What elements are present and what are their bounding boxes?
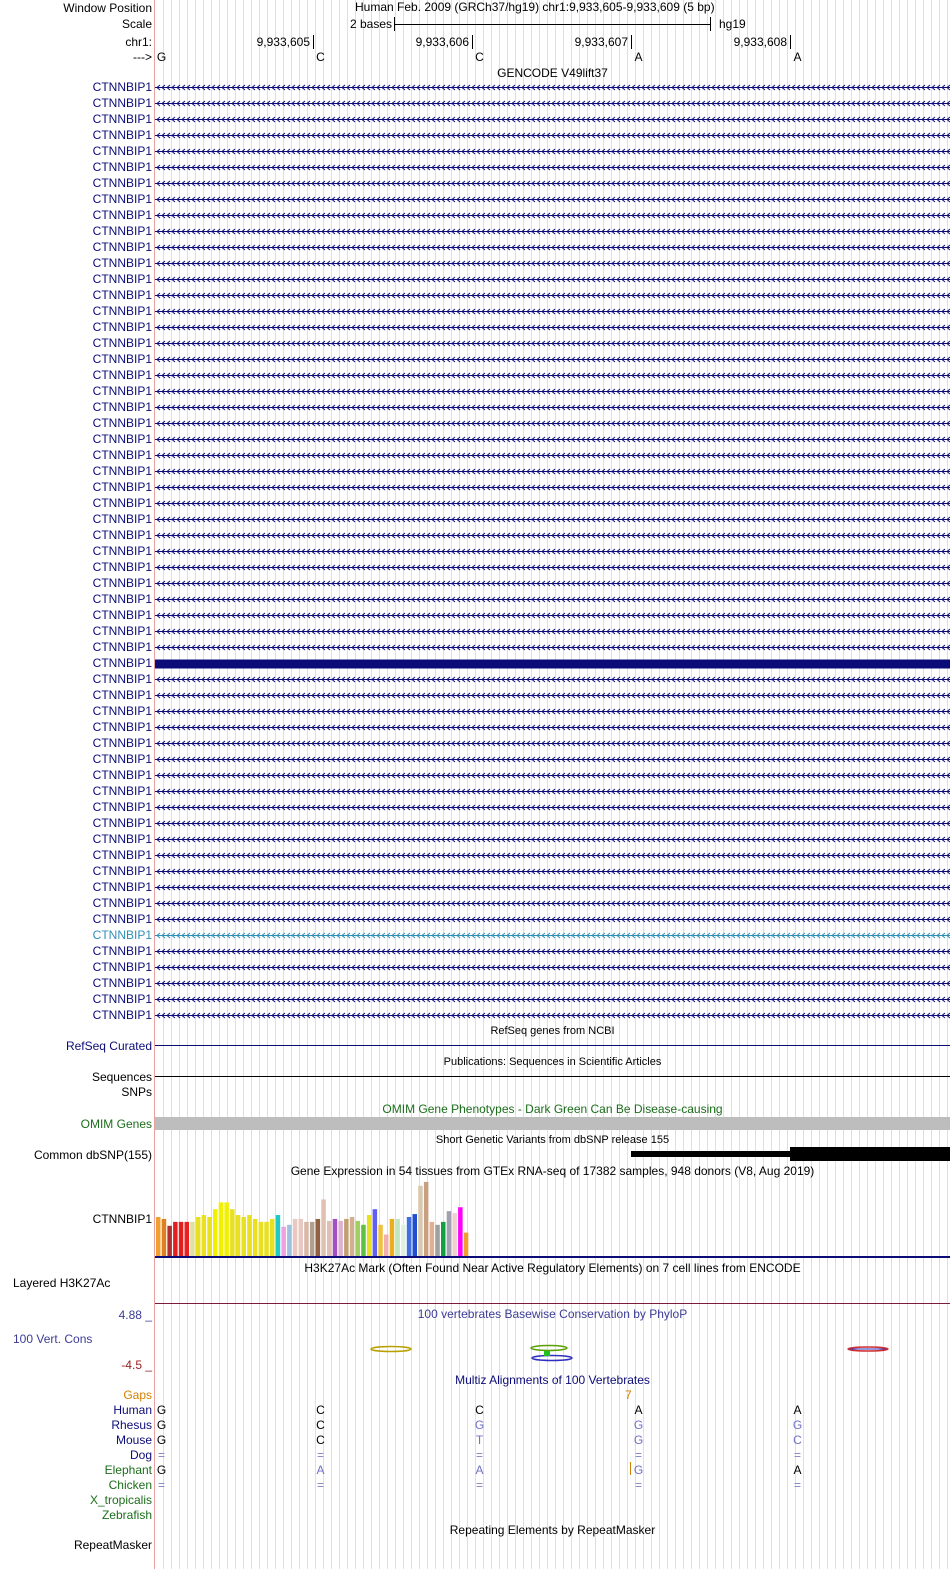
- gene-row-label[interactable]: CTNNBIP1: [92, 592, 152, 606]
- gtex-tissue-bar[interactable]: [230, 1209, 235, 1256]
- gtex-tissue-bar[interactable]: [293, 1219, 298, 1256]
- gencode-gene-rows[interactable]: [155, 80, 950, 1040]
- gene-row-label[interactable]: CTNNBIP1: [92, 816, 152, 830]
- phylop-mark-2b: [532, 1356, 572, 1361]
- alignment-base: C: [793, 1433, 802, 1447]
- gene-row-label[interactable]: CTNNBIP1: [92, 800, 152, 814]
- gene-row-label[interactable]: CTNNBIP1: [92, 144, 152, 158]
- gene-row-label[interactable]: CTNNBIP1: [92, 448, 152, 462]
- phylop-mark-1: [371, 1347, 411, 1352]
- multiz-title: Multiz Alignments of 100 Vertebrates: [455, 1373, 650, 1387]
- gtex-tissue-bar[interactable]: [185, 1222, 190, 1256]
- gene-row-label[interactable]: CTNNBIP1: [92, 464, 152, 478]
- phylop-mark-2a: [531, 1346, 567, 1351]
- gene-row-label[interactable]: CTNNBIP1: [92, 656, 152, 670]
- gaps-label: Gaps: [123, 1388, 152, 1402]
- scale-bar: [394, 24, 711, 25]
- alignment-base: A: [634, 1403, 643, 1417]
- gene-row-label[interactable]: CTNNBIP1: [92, 208, 152, 222]
- alignment-base: =: [316, 1448, 324, 1462]
- gtex-tissue-bar[interactable]: [407, 1217, 412, 1256]
- scale-bar-right-tick: [710, 17, 711, 31]
- gtex-tissue-bar[interactable]: [236, 1215, 241, 1256]
- alignment-base: C: [475, 1403, 484, 1417]
- alignment-base: A: [475, 1463, 484, 1477]
- gene-row-label[interactable]: CTNNBIP1: [92, 272, 152, 286]
- phylop-max-label: 4.88 _: [118, 1308, 152, 1322]
- alignment-base: G: [474, 1418, 485, 1432]
- gtex-tissue-bar[interactable]: [390, 1219, 395, 1256]
- gene-row-label[interactable]: CTNNBIP1: [92, 976, 152, 990]
- gtex-tissue-bar[interactable]: [452, 1213, 457, 1256]
- phylop-glyphs[interactable]: [155, 1340, 950, 1370]
- alignment-base: A: [793, 1463, 802, 1477]
- gene-row-label[interactable]: CTNNBIP1: [92, 496, 152, 510]
- refseq-title: RefSeq genes from NCBI: [490, 1025, 615, 1037]
- gene-row-label[interactable]: CTNNBIP1: [92, 784, 152, 798]
- reference-base: A: [634, 50, 643, 64]
- gtex-tissue-bar[interactable]: [270, 1219, 275, 1256]
- alignment-base: =: [157, 1478, 165, 1492]
- h3k27ac-track-label[interactable]: Layered H3K27Ac: [13, 1276, 111, 1290]
- gtex-tissue-bar[interactable]: [219, 1202, 224, 1256]
- gtex-tissue-bar[interactable]: [196, 1217, 201, 1256]
- snps-group-label: SNPs: [121, 1085, 152, 1099]
- alignment-base: G: [633, 1418, 644, 1432]
- species-label: Chicken: [108, 1478, 152, 1492]
- gene-row-label[interactable]: CTNNBIP1: [92, 768, 152, 782]
- gtex-tissue-bar[interactable]: [378, 1225, 383, 1256]
- gene-row-label[interactable]: CTNNBIP1: [92, 688, 152, 702]
- species-label: Human: [113, 1403, 152, 1417]
- species-label: Rhesus: [111, 1418, 152, 1432]
- gene-row-label[interactable]: CTNNBIP1: [92, 992, 152, 1006]
- alignment-base: G: [633, 1463, 644, 1477]
- track-labels-column: [0, 0, 155, 1569]
- dbsnp-variant-thick[interactable]: [790, 1147, 950, 1161]
- gap-count: 7: [625, 1388, 632, 1402]
- gtex-tissue-bar[interactable]: [316, 1219, 321, 1256]
- omim-track-label[interactable]: OMIM Genes: [80, 1117, 152, 1131]
- alignment-base: =: [475, 1448, 483, 1462]
- gtex-baseline: [155, 1256, 950, 1258]
- alignment-base: G: [792, 1418, 803, 1432]
- gene-row-label[interactable]: CTNNBIP1: [92, 288, 152, 302]
- position-title: Human Feb. 2009 (GRCh37/hg19) chr1:9,933,605-9,933,609 (5 bp): [355, 0, 715, 14]
- species-label: Mouse: [115, 1433, 152, 1447]
- gtex-track-label[interactable]: CTNNBIP1: [92, 1212, 152, 1226]
- assembly-label: hg19: [719, 17, 746, 31]
- gene-row-label[interactable]: CTNNBIP1: [92, 112, 152, 126]
- publications-line[interactable]: [155, 1076, 950, 1077]
- repeatmasker-title: Repeating Elements by RepeatMasker: [449, 1523, 656, 1537]
- gtex-tissue-bar[interactable]: [259, 1222, 264, 1256]
- gene-row-label[interactable]: CTNNBIP1: [92, 256, 152, 270]
- gtex-tissue-bar[interactable]: [281, 1227, 286, 1256]
- gtex-tissue-bar[interactable]: [413, 1214, 418, 1256]
- gene-row-label[interactable]: CTNNBIP1: [92, 160, 152, 174]
- gene-row-label[interactable]: CTNNBIP1: [92, 384, 152, 398]
- scale-label: Scale: [121, 17, 152, 31]
- alignment-base: =: [475, 1478, 483, 1492]
- gtex-tissue-bar[interactable]: [310, 1222, 315, 1256]
- gtex-tissue-bar[interactable]: [447, 1211, 452, 1256]
- gene-row-label[interactable]: CTNNBIP1: [92, 704, 152, 718]
- gtex-tissue-bar[interactable]: [395, 1219, 400, 1256]
- repeatmasker-track-label[interactable]: RepeatMasker: [73, 1538, 152, 1552]
- omim-title: OMIM Gene Phenotypes - Dark Green Can Be Disease-causing: [382, 1102, 723, 1116]
- gene-row-label[interactable]: CTNNBIP1: [92, 96, 152, 110]
- gtex-tissue-bar[interactable]: [179, 1222, 184, 1256]
- coordinate-label: 9,933,607: [574, 35, 628, 49]
- alignment-base: G: [156, 1418, 167, 1432]
- alignment-base: A: [316, 1463, 325, 1477]
- chrom-label: chr1:: [125, 35, 152, 49]
- gtex-tissue-bar[interactable]: [162, 1219, 167, 1256]
- coordinate-label: 9,933,605: [256, 35, 310, 49]
- gene-row-label[interactable]: CTNNBIP1: [92, 928, 152, 942]
- phylop-mark-2c: [544, 1351, 550, 1356]
- gene-row-label[interactable]: CTNNBIP1: [92, 432, 152, 446]
- gtex-tissue-bar[interactable]: [156, 1217, 161, 1256]
- h3k27ac-baseline: [155, 1303, 950, 1304]
- gene-row-label[interactable]: CTNNBIP1: [92, 864, 152, 878]
- coordinate-label: 9,933,608: [733, 35, 787, 49]
- alignment-base: G: [633, 1433, 644, 1447]
- dbsnp-track-label[interactable]: Common dbSNP(155): [33, 1148, 152, 1162]
- gtex-tissue-bar[interactable]: [441, 1222, 446, 1256]
- gene-row-label[interactable]: CTNNBIP1: [92, 352, 152, 366]
- gtex-tissue-bar[interactable]: [287, 1225, 292, 1256]
- gtex-tissue-bar[interactable]: [224, 1202, 229, 1256]
- gtex-tissue-bar[interactable]: [401, 1225, 406, 1256]
- gene-row-label[interactable]: CTNNBIP1: [92, 672, 152, 686]
- alignment-base: G: [156, 1433, 167, 1447]
- h3k27ac-title: H3K27Ac Mark (Often Found Near Active Regulatory Elements) on 7 cell lines from ENCODE: [304, 1261, 801, 1275]
- alignment-base: C: [316, 1403, 325, 1417]
- strand-label: --->: [133, 50, 152, 64]
- refseq-gene-line[interactable]: [155, 1045, 950, 1046]
- gtex-title: Gene Expression in 54 tissues from GTEx RNA-seq of 17382 samples, 948 donors (V8, Aug 2019): [290, 1164, 815, 1178]
- gtex-tissue-bar[interactable]: [202, 1215, 207, 1256]
- alignment-base: T: [475, 1433, 484, 1447]
- gtex-tissue-bar[interactable]: [213, 1209, 218, 1256]
- gene-row-label[interactable]: CTNNBIP1: [92, 752, 152, 766]
- alignment-base: =: [793, 1448, 801, 1462]
- gene-exon-block[interactable]: [155, 660, 950, 669]
- window-position-label: Window Position: [63, 1, 152, 15]
- gene-row-label[interactable]: CTNNBIP1: [92, 80, 152, 94]
- gene-row-label[interactable]: CTNNBIP1: [92, 960, 152, 974]
- alignment-base: C: [316, 1418, 325, 1432]
- gene-row-label[interactable]: CTNNBIP1: [92, 1008, 152, 1022]
- gene-row-label[interactable]: CTNNBIP1: [92, 736, 152, 750]
- species-label: Dog: [129, 1448, 152, 1462]
- gene-row-label[interactable]: CTNNBIP1: [92, 944, 152, 958]
- gtex-tissue-bar[interactable]: [327, 1221, 332, 1256]
- gene-row-label[interactable]: CTNNBIP1: [92, 832, 152, 846]
- phylop-track-label[interactable]: 100 Vert. Cons: [13, 1332, 93, 1346]
- coordinate-label: 9,933,606: [415, 35, 469, 49]
- alignment-base: =: [634, 1478, 642, 1492]
- gene-row-label[interactable]: CTNNBIP1: [92, 912, 152, 926]
- scale-text: 2 bases: [349, 17, 392, 31]
- gtex-tissue-bar[interactable]: [373, 1209, 378, 1256]
- gtex-tissue-bar[interactable]: [458, 1207, 463, 1256]
- gene-row-label[interactable]: CTNNBIP1: [92, 720, 152, 734]
- gencode-title: GENCODE V49lift37: [497, 66, 608, 80]
- publications-title: Publications: Sequences in Scientific Articles: [443, 1056, 662, 1068]
- gene-row-label[interactable]: CTNNBIP1: [92, 880, 152, 894]
- gtex-tissue-bar[interactable]: [304, 1222, 309, 1256]
- gtex-tissue-bar[interactable]: [338, 1221, 343, 1256]
- gene-row-label[interactable]: CTNNBIP1: [92, 128, 152, 142]
- gene-row-label[interactable]: CTNNBIP1: [92, 624, 152, 638]
- coordinate-tick: [472, 35, 473, 49]
- gene-row-label[interactable]: CTNNBIP1: [92, 896, 152, 910]
- gtex-bar-chart[interactable]: [155, 1178, 950, 1256]
- gtex-tissue-bar[interactable]: [299, 1219, 304, 1256]
- reference-base: C: [475, 50, 484, 64]
- gene-row-label[interactable]: CTNNBIP1: [92, 480, 152, 494]
- phylop-min-label: -4.5 _: [121, 1358, 152, 1372]
- track-canvas[interactable]: [155, 0, 950, 1569]
- coordinate-tick: [631, 35, 632, 49]
- gtex-tissue-bar[interactable]: [333, 1219, 338, 1256]
- gtex-tissue-bar[interactable]: [190, 1222, 195, 1256]
- publications-track-label[interactable]: Sequences: [91, 1070, 152, 1084]
- gene-row-label[interactable]: CTNNBIP1: [92, 560, 152, 574]
- species-label: Zebrafish: [101, 1508, 152, 1522]
- alignment-base: C: [316, 1433, 325, 1447]
- alignment-base: =: [634, 1448, 642, 1462]
- refseq-track-label[interactable]: RefSeq Curated: [65, 1039, 152, 1053]
- alignment-base: =: [316, 1478, 324, 1492]
- gene-row-label[interactable]: CTNNBIP1: [92, 848, 152, 862]
- gtex-tissue-bar[interactable]: [464, 1233, 469, 1256]
- alignment-base: G: [156, 1463, 167, 1477]
- gene-row-label[interactable]: CTNNBIP1: [92, 304, 152, 318]
- gtex-tissue-bar[interactable]: [361, 1225, 366, 1256]
- dbsnp-title: Short Genetic Variants from dbSNP release 155: [435, 1134, 670, 1146]
- coordinate-tick: [313, 35, 314, 49]
- reference-base: A: [793, 50, 802, 64]
- gtex-tissue-bar[interactable]: [344, 1219, 349, 1256]
- gtex-tissue-bar[interactable]: [167, 1226, 172, 1256]
- gtex-tissue-bar[interactable]: [321, 1199, 326, 1256]
- gene-row-label[interactable]: CTNNBIP1: [92, 192, 152, 206]
- gene-row-label[interactable]: CTNNBIP1: [92, 512, 152, 526]
- gene-row-label[interactable]: CTNNBIP1: [92, 240, 152, 254]
- gtex-tissue-bar[interactable]: [173, 1222, 178, 1256]
- gtex-tissue-bar[interactable]: [350, 1217, 355, 1256]
- gene-row-label[interactable]: CTNNBIP1: [92, 576, 152, 590]
- gtex-tissue-bar[interactable]: [276, 1215, 281, 1256]
- reference-base: G: [156, 50, 167, 64]
- gtex-tissue-bar[interactable]: [430, 1222, 435, 1256]
- gtex-tissue-bar[interactable]: [424, 1182, 429, 1256]
- gene-row-label[interactable]: CTNNBIP1: [92, 640, 152, 654]
- gtex-tissue-bar[interactable]: [435, 1225, 440, 1256]
- gene-row-label[interactable]: CTNNBIP1: [92, 544, 152, 558]
- species-label: Elephant: [104, 1463, 152, 1477]
- gtex-tissue-bar[interactable]: [367, 1215, 372, 1256]
- gene-row-label[interactable]: CTNNBIP1: [92, 608, 152, 622]
- species-label: X_tropicalis: [89, 1493, 152, 1507]
- reference-base: C: [316, 50, 325, 64]
- gtex-tissue-bar[interactable]: [418, 1186, 423, 1256]
- coordinate-tick: [790, 35, 791, 49]
- gtex-tissue-bar[interactable]: [264, 1222, 269, 1256]
- gtex-tissue-bar[interactable]: [247, 1215, 252, 1256]
- phylop-title: 100 vertebrates Basewise Conservation by PhyloP: [417, 1307, 688, 1321]
- gene-row-label[interactable]: CTNNBIP1: [92, 224, 152, 238]
- gtex-tissue-bar[interactable]: [253, 1219, 258, 1256]
- alignment-base: =: [157, 1448, 165, 1462]
- gtex-tissue-bar[interactable]: [242, 1217, 247, 1256]
- gene-row-label[interactable]: CTNNBIP1: [92, 368, 152, 382]
- alignment-base: G: [156, 1403, 167, 1417]
- gtex-tissue-bar[interactable]: [356, 1221, 361, 1256]
- omim-gene-bar[interactable]: [155, 1117, 950, 1130]
- alignment-base: =: [793, 1478, 801, 1492]
- gene-row-label[interactable]: CTNNBIP1: [92, 528, 152, 542]
- gene-row-label[interactable]: CTNNBIP1: [92, 176, 152, 190]
- gene-row-label[interactable]: CTNNBIP1: [92, 400, 152, 414]
- gene-row-label[interactable]: CTNNBIP1: [92, 320, 152, 334]
- gtex-tissue-bar[interactable]: [384, 1235, 389, 1256]
- gene-row-label[interactable]: CTNNBIP1: [92, 416, 152, 430]
- alignment-base: A: [793, 1403, 802, 1417]
- gtex-tissue-bar[interactable]: [207, 1217, 212, 1256]
- gene-row-label[interactable]: CTNNBIP1: [92, 336, 152, 350]
